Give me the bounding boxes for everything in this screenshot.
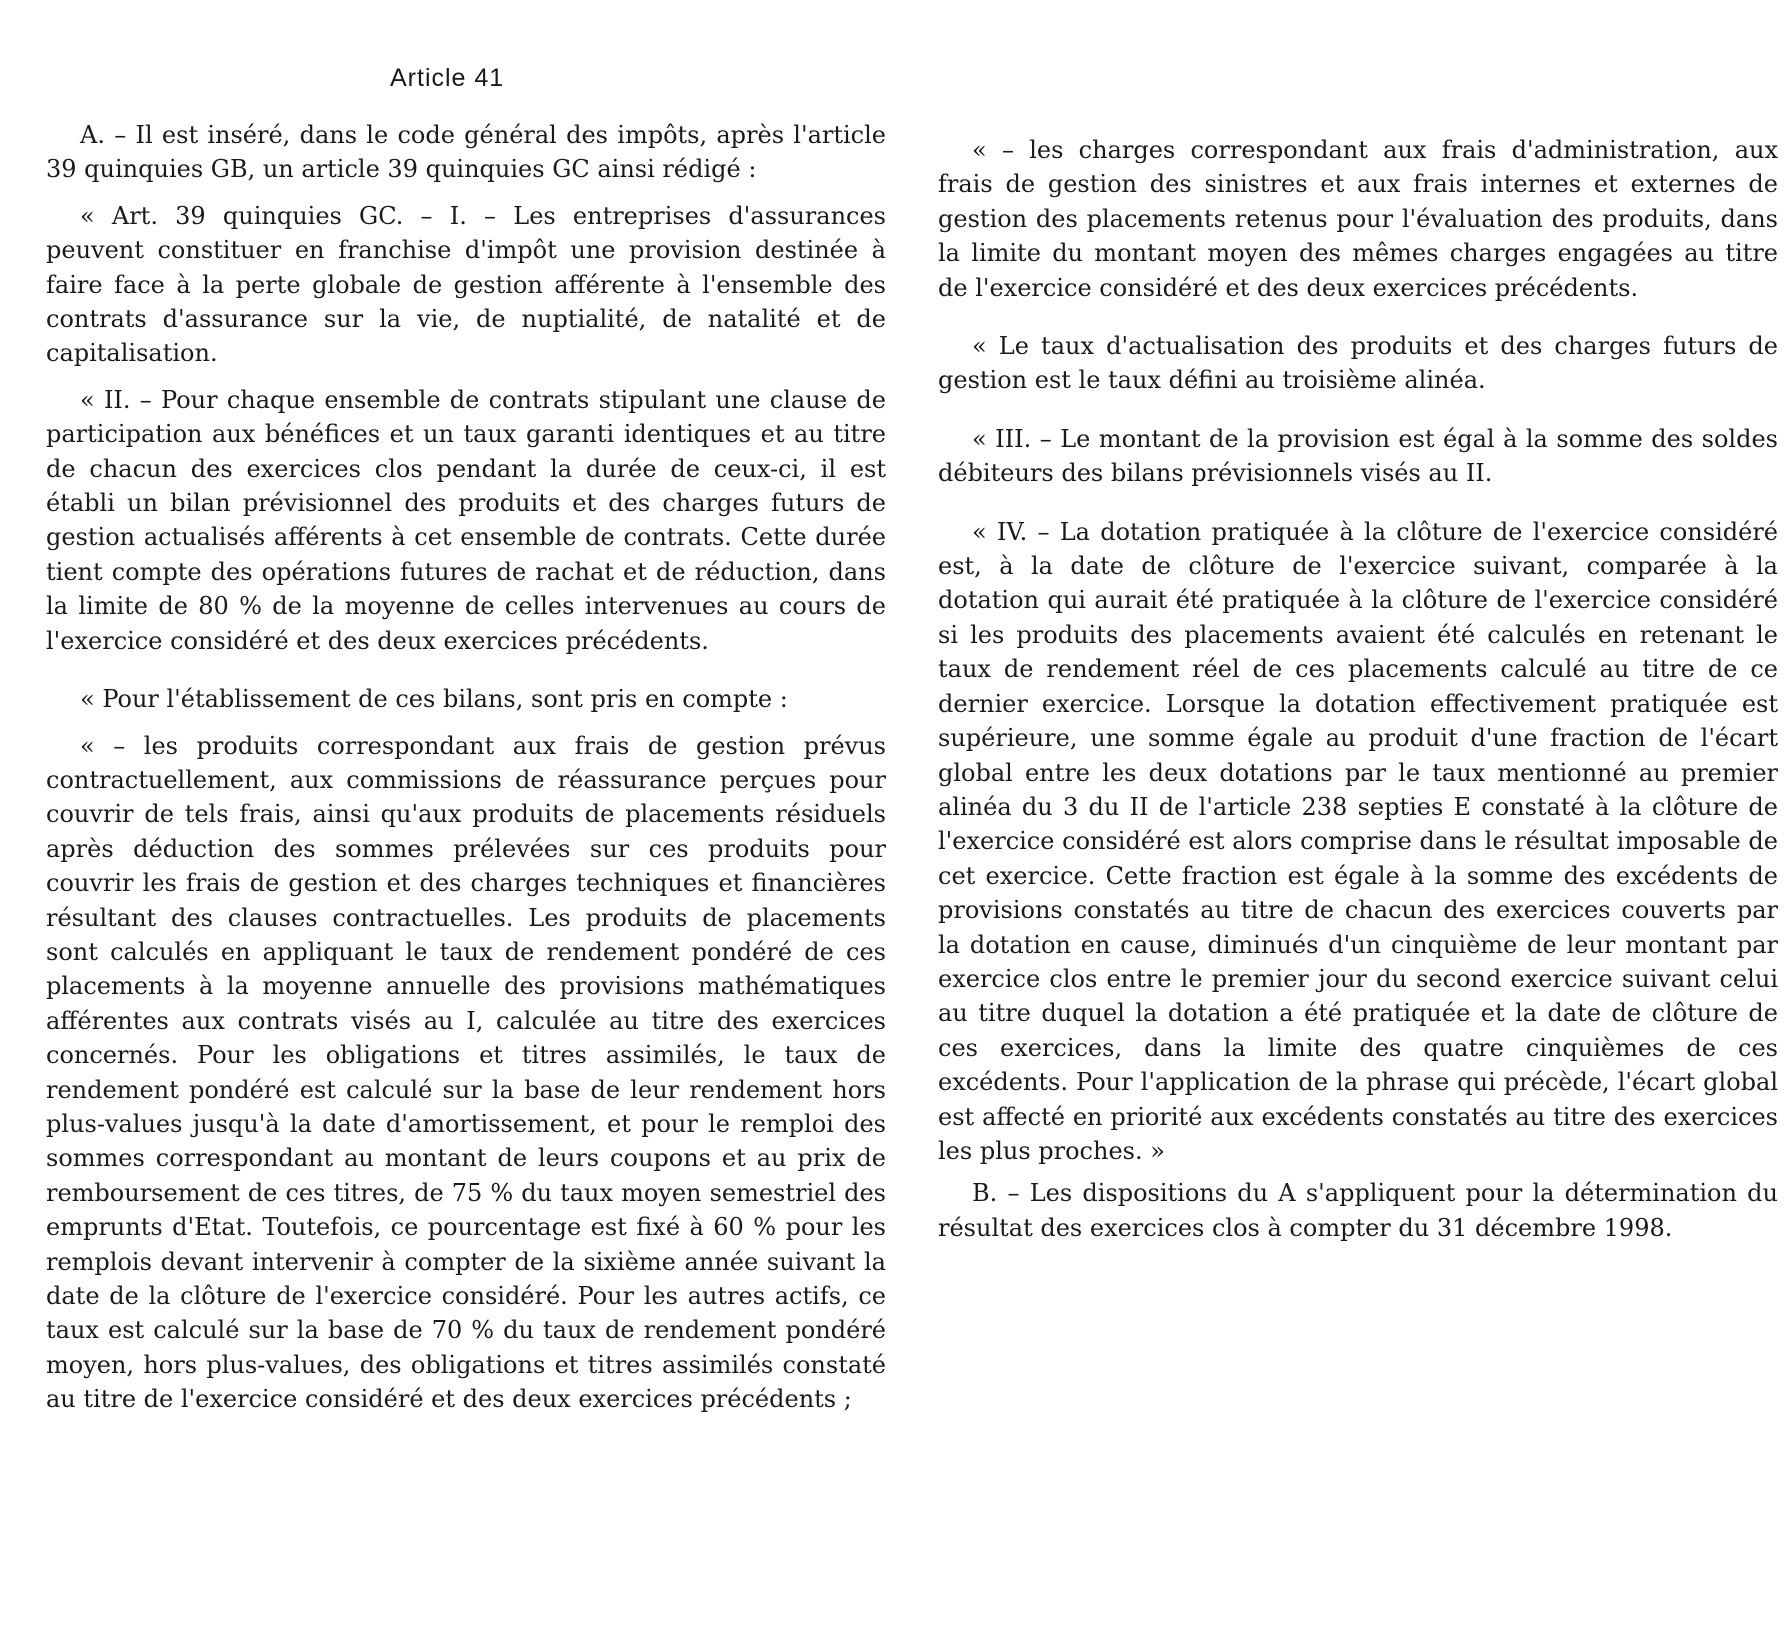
- paragraph-b: B. – Les dispositions du A s'appliquent pour la détermination du résultat des exercices clos à compter du 31 décembre 1998.: [938, 1179, 1778, 1242]
- paragraph-ii: « II. – Pour chaque ensemble de contrats stipulant une clause de participation aux bénéfices et un taux garanti identiques et au titre de chacun des exercices clos pendant la durée de ceux-ci, il est établi un bilan prévisionnel des produits et des charges futurs de gestion actualisés afférents à cet ensemble de contrats. Cette durée tient compte des opérations futures de rachat et de réduction, dans la limite de 80 % de la moyenne de celles intervenues au cours de l'exercice considéré et des deux exercices précédents.: [46, 385, 886, 655]
- left-column: [46, 118, 886, 1417]
- paragraph-bilans-intro: « Pour l'établissement de ces bilans, sont pris en compte :: [80, 685, 788, 714]
- paragraph-iii: « III. – Le montant de la provision est égal à la somme des soldes débiteurs des bilans prévisionnels visés au II.: [938, 424, 1778, 488]
- article-title: Article 41: [390, 64, 505, 92]
- right-column: [938, 133, 1778, 1245]
- paragraph-article-39-gc-i: « Art. 39 quinquies GC. – I. – Les entreprises d'assurances peuvent constituer en franchise d'impôt une provision destinée à faire face à la perte globale de gestion afférente à l'ensemble des contrats d'assurance sur la vie, de nuptialité, de natalité et de capitalisation.: [46, 201, 886, 368]
- paragraph-charges: « – les charges correspondant aux frais d'administration, aux frais de gestion des sinistres et aux frais internes et externes de gestion des placements retenus pour l'évaluation des produits, dans la limite du montant moyen des mêmes charges engagées au titre de l'exercice considéré et des deux exercices précédents.: [938, 136, 1778, 302]
- paragraph-taux-actualisation: « Le taux d'actualisation des produits et des charges futurs de gestion est le taux défini au troisième alinéa.: [938, 332, 1778, 395]
- paragraph-iv: « IV. – La dotation pratiquée à la clôture de l'exercice considéré est, à la date de clôture de l'exercice suivant, comparée à la dotation qui aurait été pratiquée à la clôture de l'exercice considéré si les produits des placements avaient été calculés en retenant le taux de rendement réel de ces placements calculé au titre de ce dernier exercice. Lorsque la dotation effectivement pratiquée est supérieure, une somme égale au produit d'une fraction de l'écart global entre les deux dotations par le taux mentionné au premier alinéa du 3 du II de l'article 238 septies E constaté à la clôture de l'exercice considéré est alors comprise dans le résultat imposable de cet exercice. Cette fraction est égale à la somme des excédents de provisions constatés au titre de chacun des exercices couverts par la dotation en cause, diminués d'un cinquième de leur montant par exercice clos entre le premier jour du second exercice suivant celui au titre duquel la dotation a été pratiquée et la date de clôture de ces exercices, dans la limite des quatre cinquièmes de ces excédents. Pour l'application de la phrase qui précède, l'écart global est affecté en priorité aux excédents constatés au titre des exercices les plus proches. »: [938, 517, 1778, 1165]
- paragraph-a-intro: A. – Il est inséré, dans le code général des impôts, après l'article 39 quinquies GB, un article 39 quinquies GC ainsi rédigé :: [46, 121, 886, 184]
- paragraph-produits: « – les produits correspondant aux frais de gestion prévus contractuellement, aux commissions de réassurance perçues pour couvrir de tels frais, ainsi qu'aux produits de placements résiduels après déduction des sommes prélevées sur ces produits pour couvrir les frais de gestion et des charges techniques et financières résultant des clauses contractuelles. Les produits de placements sont calculés en appliquant le taux de rendement pondéré de ces placements à la moyenne annuelle des provisions mathématiques afférentes aux contrats visés au I, calculée au titre des exercices concernés. Pour les obligations et titres assimilés, le taux de rendement pondéré est calculé sur la base de leur rendement hors plus-values jusqu'à la date d'amortissement, et pour le remploi des sommes correspondant au montant de leurs coupons et au prix de remboursement de ces titres, de 75 % du taux moyen semestriel des emprunts d'Etat. Toutefois, ce pourcentage est fixé à 60 % pour les remplois devant intervenir à compter de la sixième année suivant la date de la clôture de l'exercice considéré. Pour les autres actifs, ce taux est calculé sur la base de 70 % du taux de rendement pondéré moyen, hors plus-values, des obligations et titres assimilés constaté au titre de l'exercice considéré et des deux exercices précédents ;: [46, 731, 886, 1414]
